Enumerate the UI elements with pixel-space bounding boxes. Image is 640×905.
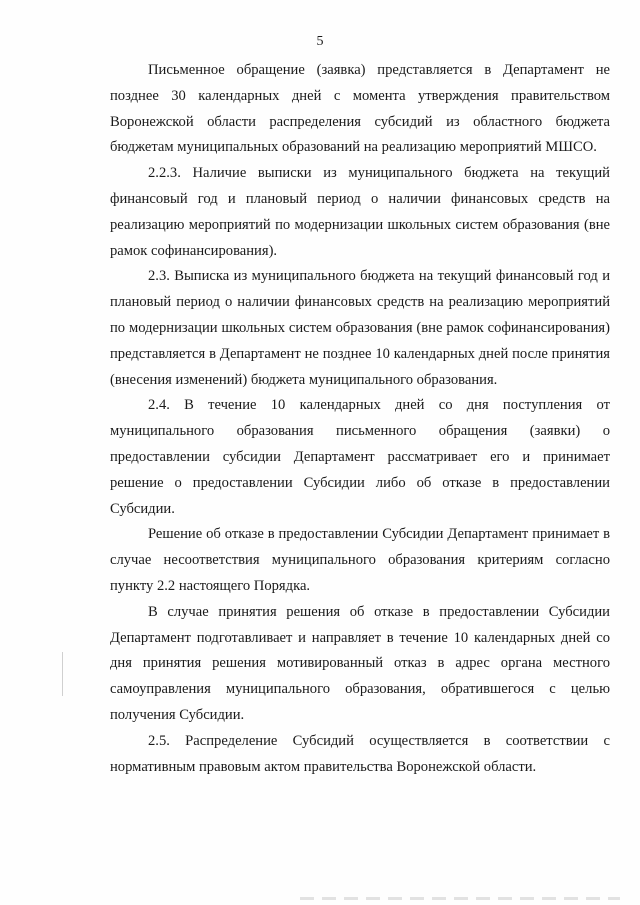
paragraph: 2.2.3. Наличие выписки из муниципального бюджета на текущий финансовый год и плановый период о наличии финансовых средств на реализацию мероприятий по модернизации школьных систем образования (вне рамок софинансирования). bbox=[110, 165, 610, 259]
paragraph: 2.3. Выписка из муниципального бюджета на текущий финансовый год и плановый период о наличии финансовых средств на реализацию мероприятий по модернизации школьных систем образования (вне рамок софинансирования) представляется в Департамент не позднее 10 календарных дней после принятия (внесения изменений) бюджета муниципального образования. bbox=[110, 268, 610, 388]
scan-artifact bbox=[300, 897, 620, 900]
paragraph: Письменное обращение (заявка) представляется в Департамент не позднее 30 календарных дней с момента утверждения правительством Воронежской области распределения субсидий из областного бюджета бюджетам муниципальных образований на реализацию мероприятий МШСО. bbox=[110, 62, 610, 156]
margin-scan-mark bbox=[62, 652, 63, 696]
document-body bbox=[110, 58, 610, 780]
paragraph: Решение об отказе в предоставлении Субсидии Департамент принимает в случае несоответствия муниципального образования критериям согласно пункту 2.2 настоящего Порядка. bbox=[110, 526, 610, 594]
paragraph: В случае принятия решения об отказе в предоставлении Субсидии Департамент подготавливает и направляет в течение 10 календарных дней со дня принятия решения мотивированный отказ в адрес органа местного самоуправления муниципального образования, обратившегося с целью получения Субсидии. bbox=[110, 603, 610, 723]
paragraph: 2.4. В течение 10 календарных дней со дня поступления от муниципального образования письменного обращения (заявки) о предоставлении субсидии Департамент рассматривает его и принимает решение о предоставлении Субсидии либо об отказе в предоставлении Субсидии. bbox=[110, 397, 610, 517]
paragraph: 2.5. Распределение Субсидий осуществляется в соответствии с нормативным правовым актом правительства Воронежской области. bbox=[110, 732, 610, 775]
page-number: 5 bbox=[316, 34, 324, 49]
